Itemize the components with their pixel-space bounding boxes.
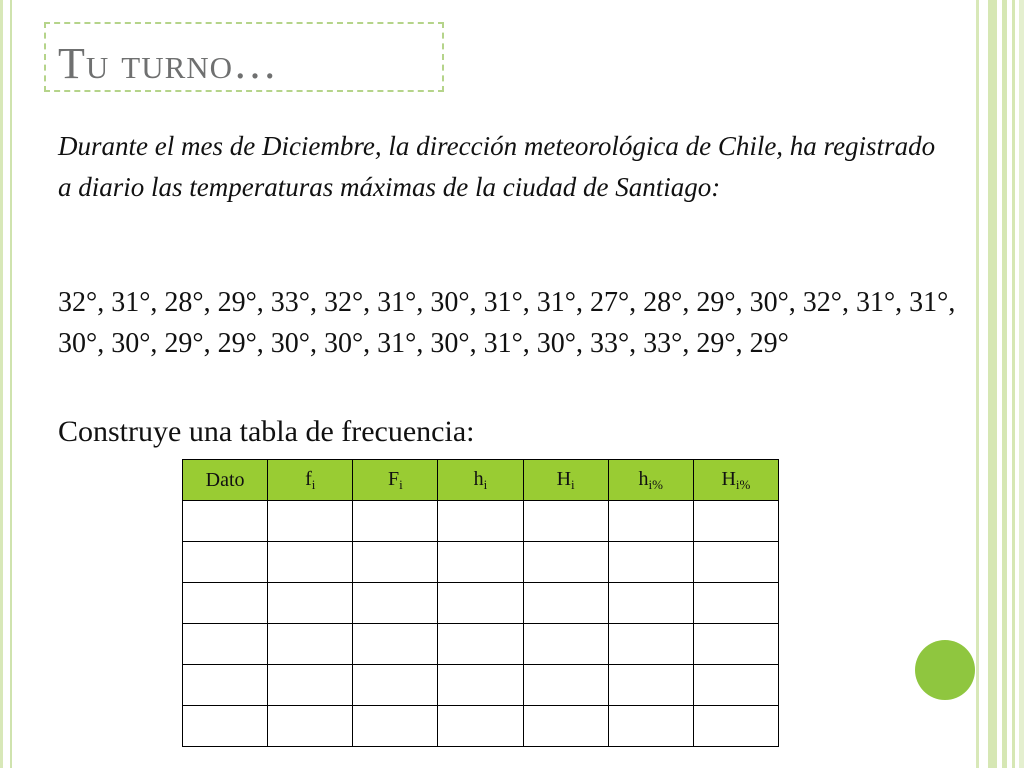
header-subscript: i% — [648, 476, 663, 492]
table-row — [183, 706, 779, 747]
header-Hi-percent — [693, 460, 778, 501]
table-cell — [183, 583, 268, 624]
table-cell — [183, 706, 268, 747]
table-header-row — [183, 460, 779, 501]
header-label: h — [473, 467, 484, 490]
table-cell — [268, 665, 353, 706]
table-cell — [183, 542, 268, 583]
table-cell — [523, 624, 608, 665]
table-cell — [608, 501, 693, 542]
table-cell — [353, 706, 438, 747]
instruction-text: Construye una tabla de frecuencia: — [58, 415, 475, 448]
temperature-list: 32°, 31°, 28°, 29°, 33°, 32°, 31°, 30°, 31°, 31°, 27°, 28°, 29°, 30°, 32°, 31°, 31°, 30°, 30°, 29°, 29°, 30°, 30°, 31°, 30°, 31°, 30°, 33°, 33°, 29°, 29° — [58, 287, 956, 359]
header-label: H — [721, 467, 736, 490]
table-row — [183, 583, 779, 624]
table-cell — [268, 501, 353, 542]
header-label: H — [556, 467, 572, 490]
header-hi — [438, 460, 523, 501]
header-label: F — [387, 467, 400, 490]
table-cell — [608, 665, 693, 706]
table-cell — [608, 542, 693, 583]
table-cell — [353, 501, 438, 542]
table-cell — [523, 665, 608, 706]
table-cell — [693, 665, 778, 706]
frequency-table — [182, 459, 779, 747]
table-cell — [438, 624, 523, 665]
table-cell — [353, 624, 438, 665]
frame-line-right — [988, 0, 997, 768]
table-cell — [353, 542, 438, 583]
table-cell — [183, 624, 268, 665]
table-cell — [693, 542, 778, 583]
table-cell — [183, 501, 268, 542]
table-cell — [268, 624, 353, 665]
frame-line-right — [1002, 0, 1007, 768]
table-cell — [693, 583, 778, 624]
decorative-green-circle — [915, 640, 975, 700]
header-label: h — [638, 467, 649, 490]
table-cell — [693, 624, 778, 665]
header-Fi — [353, 460, 438, 501]
table-row — [183, 542, 779, 583]
table-cell — [523, 583, 608, 624]
table-cell — [438, 665, 523, 706]
header-subscript: i — [311, 476, 316, 492]
table-cell — [268, 583, 353, 624]
table-cell — [608, 706, 693, 747]
table-cell — [693, 501, 778, 542]
table-body — [183, 501, 779, 747]
table-cell — [523, 501, 608, 542]
header-subscript: i — [483, 476, 488, 492]
table-cell — [438, 706, 523, 747]
table-row — [183, 624, 779, 665]
table-cell — [353, 583, 438, 624]
table-cell — [268, 706, 353, 747]
table-cell — [608, 583, 693, 624]
table-cell — [268, 542, 353, 583]
table-cell — [608, 624, 693, 665]
header-subscript: i — [571, 476, 575, 492]
frame-line-left-outer — [0, 0, 3, 768]
frame-line-right — [1019, 0, 1024, 768]
header-label: Dato — [205, 468, 245, 491]
table-cell — [693, 706, 778, 747]
header-fi — [268, 460, 353, 501]
table-cell — [438, 583, 523, 624]
table-row — [183, 665, 779, 706]
header-Hi — [523, 460, 608, 501]
table-cell — [523, 542, 608, 583]
frame-line-right — [1012, 0, 1015, 768]
table-cell — [353, 665, 438, 706]
header-subscript: i — [399, 476, 403, 492]
table-cell — [438, 542, 523, 583]
header-hi-percent — [608, 460, 693, 501]
slide-title: Tu turno… — [58, 39, 279, 88]
table-cell — [523, 706, 608, 747]
frame-line-right — [976, 0, 979, 768]
table-cell — [438, 501, 523, 542]
header-dato — [183, 460, 268, 501]
table-row — [183, 501, 779, 542]
header-subscript: i% — [735, 476, 751, 492]
header-label: f — [305, 467, 312, 490]
frame-line-left-inner — [10, 0, 12, 768]
table-cell — [183, 665, 268, 706]
intro-text: Durante el mes de Diciembre, la dirección meteorológica de Chile, ha registrado a diario las temperaturas máximas de la ciudad de Santiago: — [58, 131, 936, 202]
